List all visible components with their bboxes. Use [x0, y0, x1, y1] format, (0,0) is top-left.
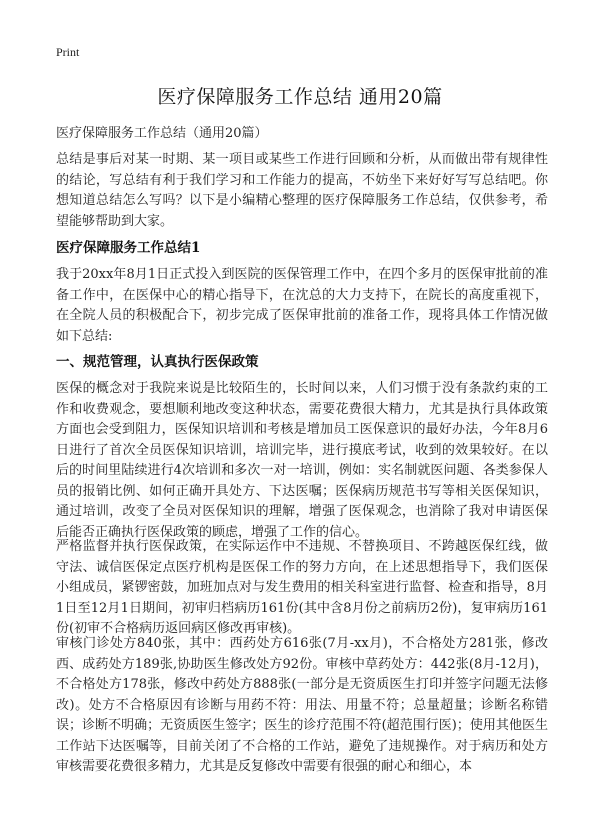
- document-title: 医疗保障服务工作总结 通用20篇: [157, 86, 443, 108]
- body-paragraph-prescription-review: 审核门诊处方840张，其中：西药处方616张(7月-xx月)，不合格处方281张，修改西、成药处方189张,协助医生修改处方92份。审核中草药处方：442张(8月-12月)，不合格处方178张，修改中药处方888张(一部分是无资质医生打印并签字问题无法修改)。处方不合格原因有诊断与用药不符：用法、用量不符；总量超量；诊断名称错误；诊断不明确；无资质医生签字；医生的诊疗范围不符(超范围行医)；使用其他医生工作站下达医嘱等，目前关闭了不合格的工作站，避免了违规操作。对于病历和处方审核需要花费很多精力，尤其是反复修改中需要有很强的耐心和细心，本: [56, 636, 548, 774]
- intro-paragraph: 总结是事后对某一时期、某一项目或某些工作进行回顾和分析，从而做出带有规律性的结论，写总结有利于我们学习和工作能力的提高，不妨坐下来好好写写总结吧。你想知道总结怎么写吗？以下是小编精心整理的医疗保障服务工作总结，仅供参考，希望能够帮助到大家。: [56, 152, 548, 229]
- section-heading: 医疗保障服务工作总结1: [56, 240, 201, 256]
- document-subtitle: 医疗保障服务工作总结（通用20篇）: [56, 126, 268, 141]
- print-label: Print: [56, 45, 80, 59]
- subsection-heading: 一、规范管理，认真执行医保政策: [56, 354, 259, 370]
- body-paragraph-supervision: 严格监督并执行医保政策，在实际运作中不违规、不替换项目、不跨越医保红线，做守法、诚信医保定点医疗机构是医保工作的努力方向，在上述思想指导下，我们医保小组成员，紧锣密鼓，加班加点对与发生费用的相关科室进行监督、检查和指导，8月1日至12月1日期间，初审归档病历161份(其中含8月份之前病历2份)，复审病历161份(初审不合格病历返回病区修改再审核)。: [56, 539, 548, 636]
- body-paragraph-training: 医保的概念对于我院来说是比较陌生的，长时间以来，人们习惯于没有条款约束的工作和收费观念，要想顺利地改变这种状态，需要花费很大精力，尤其是执行具体政策方面也会受到阻力，医保知识培训和考核是增加员工医保意识的最好办法，今年8月6日进行了首次全员医保知识培训，培训完毕，进行摸底考试，收到的效果较好。在以后的时间里陆续进行4次培训和多次一对一培训，例如：实名制就医问题、各类参保人员的报销比例、如何正确开具处方、下达医嘱；医保病历规范书写等相关医保知识，通过培训，改变了全员对医保知识的理解，增强了医保观念，也消除了我对申请医保后能否正确执行医保政策的顾虑，增强了工作的信心。: [56, 381, 548, 540]
- section-paragraph: 我于20xx年8月1日正式投入到医院的医保管理工作中，在四个多月的医保审批前的准备工作中，在医保中心的精心指导下，在沈总的大力支持下，在院长的高度重视下，在全院人员的积极配合下，初步完成了医保审批前的准备工作，现将具体工作情况做如下总结:: [56, 267, 548, 344]
